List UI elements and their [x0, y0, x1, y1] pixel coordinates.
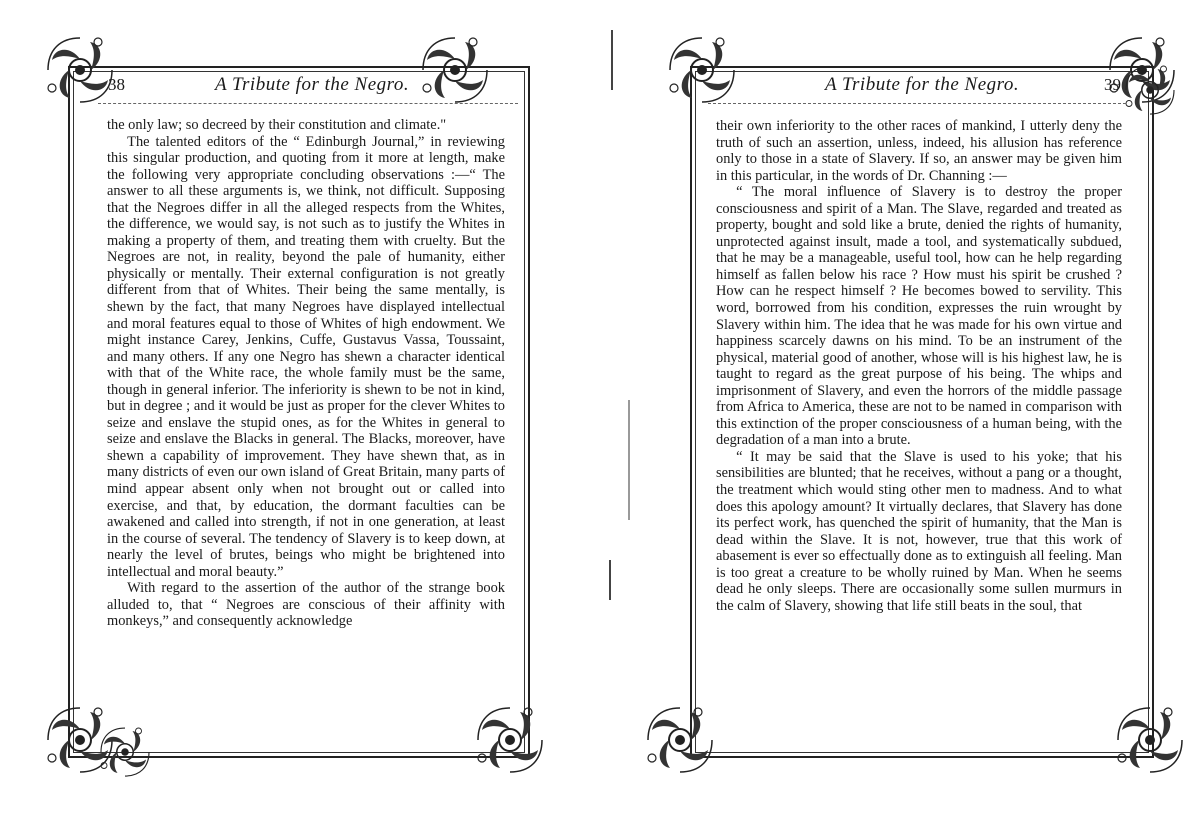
corner-ornament-icon: [415, 30, 495, 110]
paragraph: the only law; so decreed by their constitution and climate.": [107, 117, 447, 133]
page-number: 39: [1104, 75, 1121, 94]
paragraph: their own inferiority to the other races of mankind, I utterly deny the truth of such an assertion, unless, indeed, his allusion has reference only to those in a state of Slavery. If so, an answer may be given him in this particular, in the words of Dr. Channing :—: [716, 118, 1122, 184]
body-text: [716, 118, 1122, 614]
header-rule: [708, 103, 1126, 104]
corner-ornament-icon: [1110, 700, 1190, 780]
border-ornament-icon: [95, 722, 155, 782]
running-title: A Tribute for the Negro.: [215, 74, 410, 95]
right-page: [600, 0, 1200, 816]
border-ornament-icon: [1120, 60, 1180, 120]
body-text: [107, 117, 505, 630]
corner-ornament-icon: [640, 700, 720, 780]
running-title: A Tribute for the Negro.: [825, 74, 1020, 95]
header-rule: [98, 103, 518, 104]
paragraph: The talented editors of the “ Edinburgh Journal,” in reviewing this singular production, and quoting from it more at length, make the following very appropriate concluding observations :—“ The answer to all these arguments is, we think, not difficult. Supposing that the Negroes differ in all the alleged respects from the Whites, the difference, we would say, is not such as to justify the Whites in making a property of them, and treating them with cruelty. But the Negroes are not, in reality, beyond the pale of humanity, either physically or mentally. Their external configuration is not greatly different from that of Whites. Their being the same mentally, is shewn by the fact, that many Negroes have displayed intellectual and moral features equal to those of Whites of high endowment. We might instance Carey, Jenkins, Cuffe, Gustavus Vassa, Toussaint, and many others. If any one Negro has shewn a character identical with that of the White race, the whole family must be the same, though in general inferior. The inferiority is shewn to be not in kind, but in degree ; and it would be just as proper for the clever Whites to seize and enslave the stupid ones, as for the Whites in general to seize and enslave the Blacks in general. The Blacks, moreover, have shewn a capability of improvement. They have shewn that, as in many districts of even our own island of Great Britain, many parts of mind appear absent only when not brought out or called into exercise, and that, by education, the dormant faculties can be awakened and called into strength, if not in one generation, at least in the course of several. The tendency of Slavery is to keep down, at nearly the level of brutes, beings who might be brightened into intellectual and moral beauty.”: [107, 133, 505, 580]
page-number: 38: [108, 75, 125, 94]
corner-ornament-icon: [40, 30, 120, 110]
paragraph: With regard to the assertion of the author of the strange book alluded to, that “ Negroes are conscious of their affinity with monkeys,” and consequently acknowledge: [107, 580, 505, 630]
paragraph: “ The moral influence of Slavery is to destroy the proper consciousness and spirit of a Man. The Slave, regarded and treated as property, bought and sold like a brute, denied the rights of humanity, unprotected against insult, made a tool, and systematically subdued, that he may be a manageable, useful tool, how can he help regarding himself as fallen below his race ? How must his spirit be crushed ? How can he respect himself ? He becomes bowed to servility. This word, borrowed from his condition, expresses the ruin wrought by Slavery within him. The idea that he was made for his own virtue and happiness scarcely dawns on his mind. To be an instrument of the physical, material good of another, whose will is his highest law, he is taught to regard as the great purpose of his being. The whips and imprisonment of Slavery, and even the horrors of the middle passage from Africa to America, these are not to be named in comparison with this extinction of the proper consciousness of a human being, with the degradation of a man into a brute.: [716, 184, 1122, 449]
corner-ornament-icon: [470, 700, 550, 780]
corner-ornament-icon: [662, 30, 742, 110]
paragraph: “ It may be said that the Slave is used to his yoke; that his sensibilities are blunted; that he receives, without a pang or a thought, the treatment which would sting other men to madness. And to what does this apology amount? It virtually declares, that Slavery has done its perfect work, has quenched the spirit of humanity, that the Man is dead within the Slave. It is not, however, true that this work of abasement is ever so effectually done as to extinguish all feeling. Man is too great a creature to be wholly ruined by Man. When he seems dead he only sleeps. There are occasionally some sullen murmurs in the calm of Slavery, showing that life still beats in the soul, that: [716, 448, 1122, 614]
